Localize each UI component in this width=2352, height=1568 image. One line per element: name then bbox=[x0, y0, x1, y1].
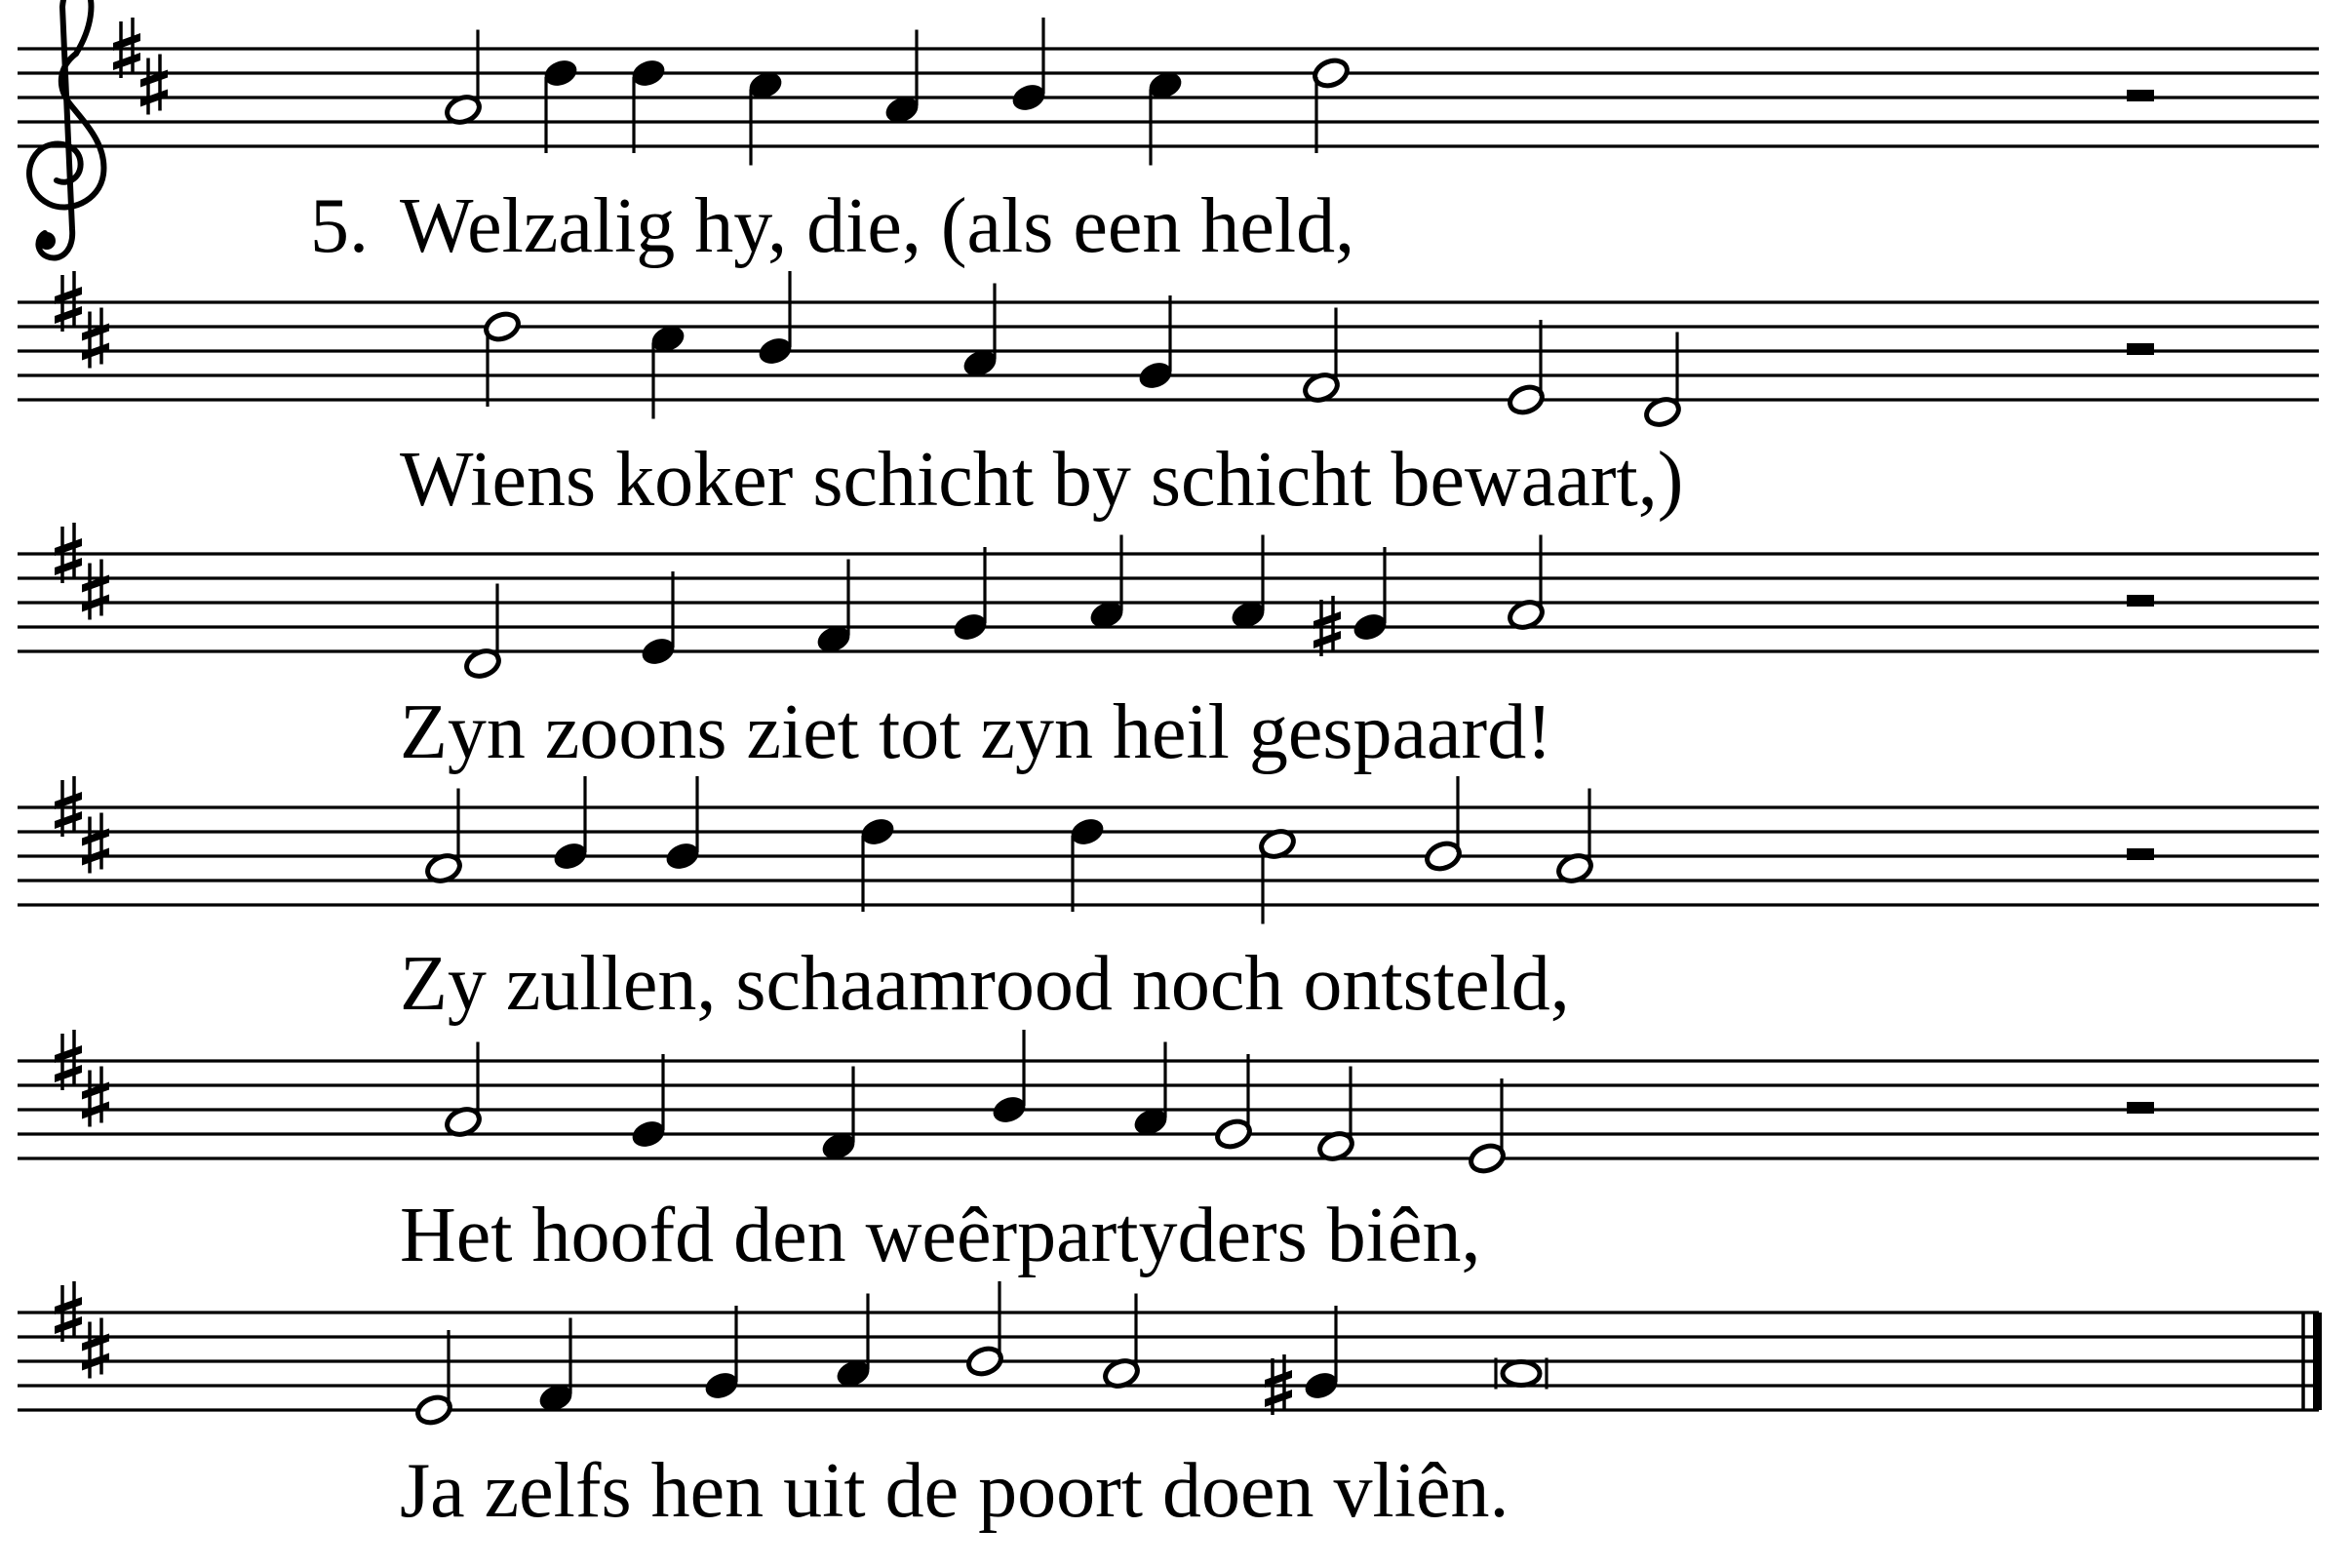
verse-number: 5. bbox=[310, 183, 369, 269]
note bbox=[483, 310, 523, 407]
note bbox=[1229, 535, 1269, 632]
note bbox=[951, 547, 991, 644]
key-sharp-c-icon bbox=[82, 1067, 109, 1127]
note bbox=[1507, 320, 1547, 416]
lyric-line: Het hoofd den weêrpartyders biên, bbox=[400, 1193, 1481, 1278]
note bbox=[965, 1281, 1005, 1378]
note bbox=[1131, 1042, 1171, 1139]
note bbox=[1424, 776, 1464, 873]
note bbox=[536, 1318, 576, 1415]
key-sharp-c-icon bbox=[82, 1318, 109, 1379]
note bbox=[814, 560, 854, 656]
note bbox=[639, 571, 679, 668]
lyric-line: Zy zullen, schaamrood noch ontsteld, bbox=[400, 941, 1570, 1027]
note bbox=[990, 1030, 1030, 1126]
note bbox=[1316, 1067, 1356, 1163]
note bbox=[1555, 789, 1595, 885]
treble-clef-icon bbox=[29, 0, 103, 258]
staff-system bbox=[18, 1281, 2322, 1534]
note bbox=[663, 776, 703, 873]
note bbox=[1643, 333, 1683, 429]
note bbox=[1312, 57, 1352, 153]
barline-thick bbox=[2313, 1313, 2322, 1410]
note bbox=[1009, 18, 1049, 114]
note bbox=[1068, 815, 1108, 912]
note bbox=[1468, 1078, 1508, 1175]
staff-system bbox=[18, 0, 2319, 269]
half-rest-icon bbox=[2127, 90, 2154, 101]
key-sharp-c-icon bbox=[140, 55, 168, 115]
note bbox=[702, 1306, 742, 1402]
note bbox=[629, 57, 669, 153]
note bbox=[551, 776, 591, 873]
note bbox=[858, 815, 898, 912]
key-sharp-c-icon bbox=[82, 308, 109, 369]
note bbox=[648, 322, 688, 418]
half-rest-icon bbox=[2127, 343, 2154, 355]
note bbox=[541, 57, 581, 153]
note bbox=[414, 1330, 454, 1427]
note bbox=[882, 30, 922, 127]
note-head bbox=[1503, 1362, 1540, 1386]
note bbox=[819, 1067, 859, 1163]
note bbox=[1302, 308, 1342, 405]
staff-system bbox=[18, 523, 2319, 775]
note bbox=[1102, 1294, 1142, 1391]
staff-system bbox=[18, 271, 2319, 523]
note bbox=[834, 1294, 874, 1391]
note bbox=[746, 68, 786, 165]
key-sharp-c-icon bbox=[82, 560, 109, 620]
note bbox=[444, 30, 484, 127]
note bbox=[629, 1054, 669, 1151]
note bbox=[960, 284, 1000, 380]
note bbox=[463, 584, 503, 681]
lyric-line: Ja zelfs hen uit de poort doen vliên. bbox=[400, 1448, 1509, 1534]
note bbox=[1136, 295, 1176, 392]
lyric-line: Wiens koker schicht by schicht bewaart,) bbox=[400, 437, 1684, 523]
note bbox=[1507, 535, 1547, 632]
key-sharp-c-icon bbox=[82, 813, 109, 874]
note bbox=[1146, 68, 1186, 165]
half-rest-icon bbox=[2127, 1102, 2154, 1114]
note bbox=[1087, 535, 1127, 632]
note bbox=[756, 271, 796, 368]
note bbox=[424, 789, 464, 885]
lyric-line: Welzalig hy, die, (als een held, bbox=[400, 183, 1355, 269]
note bbox=[444, 1042, 484, 1139]
half-rest-icon bbox=[2127, 848, 2154, 860]
lyric-line: Zyn zoons ziet tot zyn heil gespaard! bbox=[400, 689, 1552, 775]
staff-system bbox=[18, 776, 2319, 1027]
note bbox=[1258, 827, 1298, 923]
note bbox=[1214, 1054, 1254, 1151]
half-rest-icon bbox=[2127, 595, 2154, 607]
staff-system bbox=[18, 1030, 2319, 1278]
